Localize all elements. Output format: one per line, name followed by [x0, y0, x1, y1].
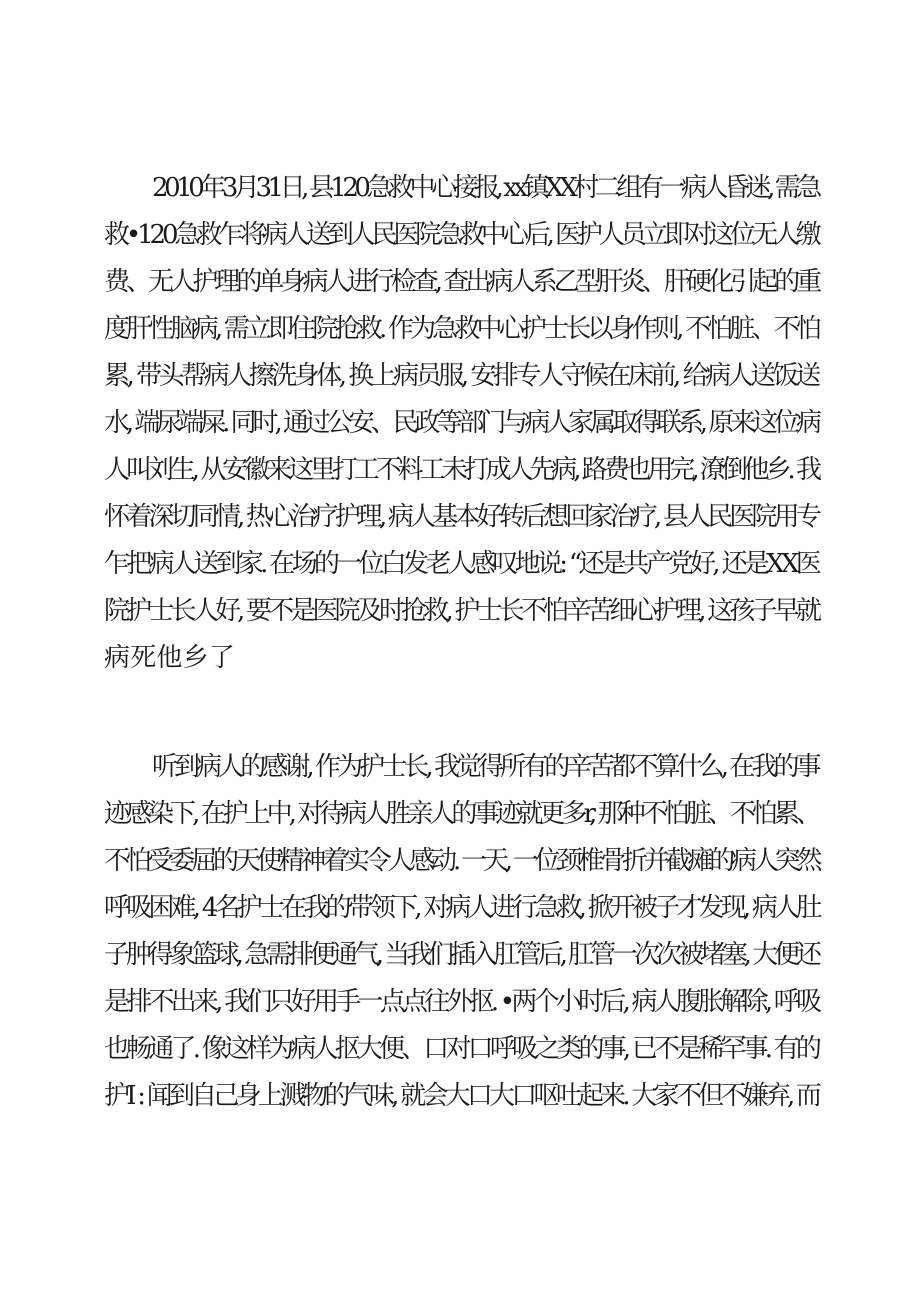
- paragraph-2-line-4: 呼吸困难, 4名护士在我的带领下, 对病人进行急救, 掀开被子才发现, 病人肚: [104, 893, 819, 923]
- paragraph-2-line-3: 不怕受委屈的天使精神着实令人感动. 一天, 一位颈椎骨折并截瘫的病人突然: [104, 846, 819, 876]
- paragraph-2-line-5: 子肿得象篮球, 急需排便通气, 当我们插入肛管后, 肛管一次次被堵塞, 大便还: [104, 940, 818, 970]
- paragraph-1-line-3: 费、无人护理的单身病人进行检查, 查出病人系乙型肝炎、肝硬化引起的重: [104, 267, 819, 297]
- paragraph-1-line-9: 乍把病人送到家. 在场的一位白发老人感叹地说: “还是共产党好, 还是XX医: [104, 549, 818, 579]
- paragraph-1-line-6: 水, 端尿端屎. 同时, 通过公安、民政等部门与病人家属取得联系, 原来这位病: [104, 408, 818, 438]
- paragraph-1-line-1: 2010年3月31日, 县120急救中心接报, xx镇XX村二组有一病人昏迷, 需急: [152, 173, 818, 203]
- paragraph-1-line-2: 救•120急救乍将病人送到人民医院急救中心后, 医护人员立即对这位无人缴: [104, 220, 818, 250]
- paragraph-1-line-4: 度肝性脑病, 需立即住院抢救. 作为急救中心护士长以身作则, 不怕脏、不怕: [104, 314, 818, 344]
- paragraph-1-line-11: 病死他乡了: [104, 643, 236, 673]
- paragraph-2-line-2: 迹感染下, 在护上中, 对待病人胜亲人的事迹就更多r, 那种不怕脏、不怕累、: [104, 799, 818, 829]
- paragraph-2-line-7: 也畅通了. 像这样为病人抠大便、口对口呼吸之类的事, 已不是稀罕事. 有的: [104, 1034, 818, 1064]
- paragraph-1-line-7: 人叫刘生, 从安徽来这里打工不料工未打成人先病, 路费也用完, 潦倒他乡. 我: [104, 455, 818, 485]
- paragraph-2-line-1: 听到病人的感谢, 作为护士长, 我觉得所有的辛苦都不算什么, 在我的事: [152, 752, 818, 782]
- paragraph-1-line-8: 怀着深切同情, 热心治疗护理, 病人基本好转后想回家治疗, 县人民医院用专: [104, 502, 818, 532]
- paragraph-2-line-8: 护I : 闻到自己身上溅物的气味, 就会大口大口呕吐起来. 大家不但不嫌弃, 而: [104, 1081, 819, 1111]
- paragraph-1-line-5: 累, 带头帮病人擦洗身体, 换上病员服, 安排专人守候在床前, 给病人送饭送: [104, 361, 818, 391]
- paragraph-1-line-10: 院护士长人好, 要不是医院及时抢救, 护士长不怕辛苦细心护理, 这孩子早就: [104, 596, 818, 626]
- paragraph-2-line-6: 是排不出来, 我们只好用手一点点往外抠. •两个小时后, 病人腹胀解除, 呼吸: [104, 987, 819, 1017]
